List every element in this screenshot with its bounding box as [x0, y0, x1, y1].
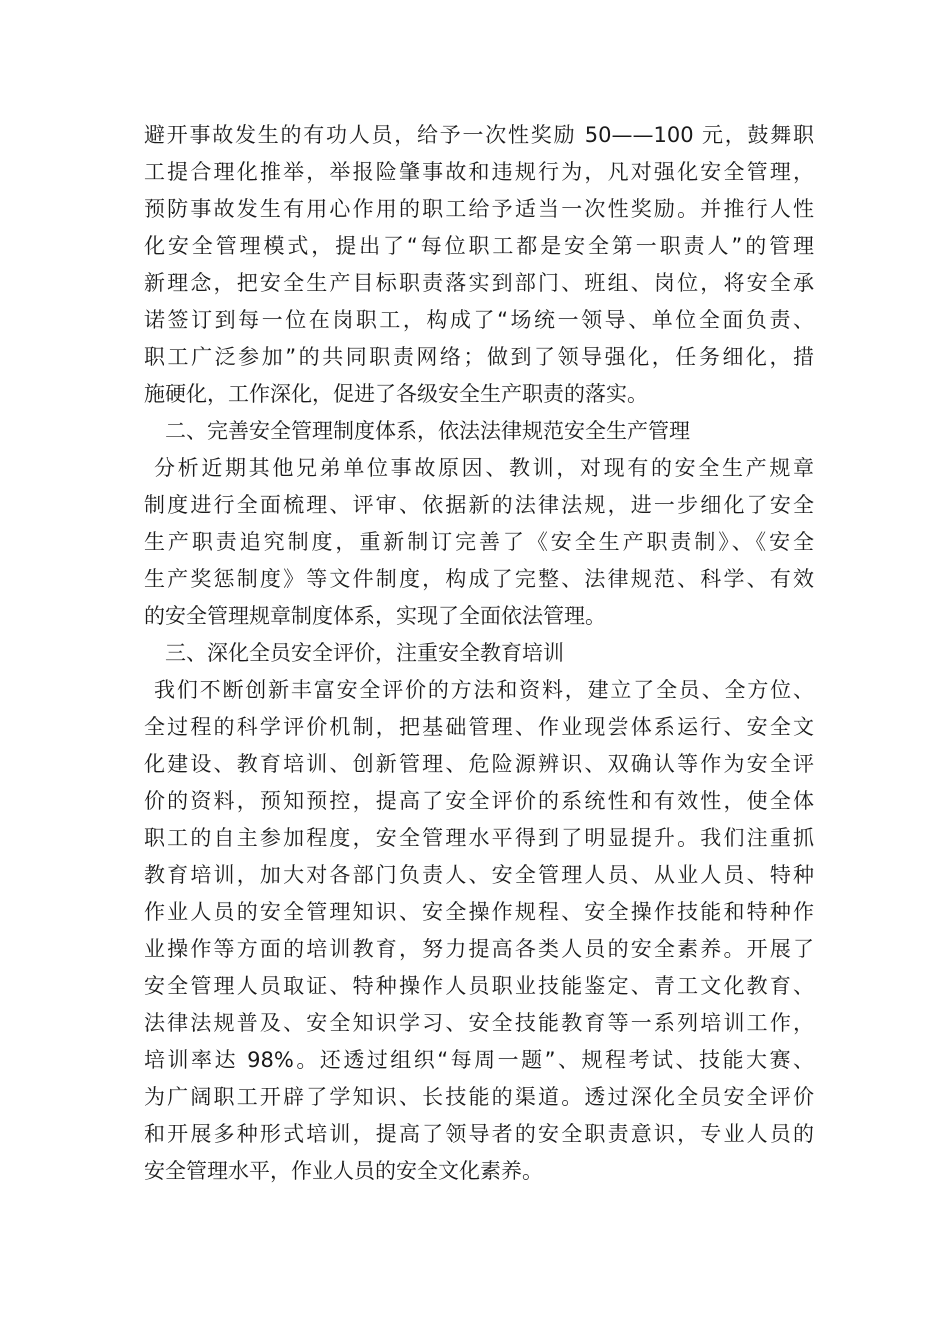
text-line: 分析近期其他兄弟单位事故原因、教训，对现有的安全生产规章	[154, 456, 814, 480]
section-heading: 三、深化全员安全评价，注重安全教育培训	[165, 641, 564, 665]
text-line: 职工的自主参加程度，安全管理水平得到了明显提升。我们注重抓	[144, 826, 814, 850]
text-line: 工提合理化推举，举报险肇事故和违规行为，凡对强化安全管理，	[144, 160, 814, 184]
text-line: 价的资料，预知预控，提高了安全评价的系统性和有效性，使全体	[144, 789, 814, 813]
text-line: 诺签订到每一位在岗职工，构成了“场统一领导、单位全面负责、	[144, 308, 814, 332]
text-line: 为广阔职工开辟了学知识、长技能的渠道。透过深化全员安全评价	[144, 1085, 814, 1109]
text-line: 法律法规普及、安全知识学习、安全技能教育等一系列培训工作，	[144, 1011, 814, 1035]
text-line: 化安全管理模式，提出了“每位职工都是安全第一职责人”的管理	[144, 234, 814, 258]
text-line: 培训率达 98%。还透过组织“每周一题”、规程考试、技能大赛、	[144, 1048, 814, 1072]
text-line: 职工广泛参加”的共同职责网络；做到了领导强化，任务细化，措	[144, 345, 814, 369]
text-line: 安全管理水平，作业人员的安全文化素养。	[144, 1159, 543, 1183]
document-body	[144, 117, 814, 1190]
text-line: 新理念，把安全生产目标职责落实到部门、班组、岗位，将安全承	[144, 271, 814, 295]
text-line: 生产奖惩制度》等文件制度，构成了完整、法律规范、科学、有效	[144, 567, 814, 591]
text-line: 安全管理人员取证、特种操作人员职业技能鉴定、青工文化教育、	[144, 974, 814, 998]
text-line: 生产职责追究制度，重新制订完善了《安全生产职责制》、《安全	[144, 530, 814, 554]
section-heading: 二、完善安全管理制度体系，依法法律规范安全生产管理	[165, 419, 690, 443]
text-line: 作业人员的安全管理知识、安全操作规程、安全操作技能和特种作	[144, 900, 814, 924]
text-line: 教育培训，加大对各部门负责人、安全管理人员、从业人员、特种	[144, 863, 814, 887]
text-line: 化建设、教育培训、创新管理、危险源辨识、双确认等作为安全评	[144, 752, 814, 776]
text-line: 全过程的科学评价机制，把基础管理、作业现尝体系运行、安全文	[144, 715, 814, 739]
text-line: 制度进行全面梳理、评审、依据新的法律法规，进一步细化了安全	[144, 493, 814, 517]
text-line: 施硬化，工作深化，促进了各级安全生产职责的落实。	[144, 382, 648, 406]
text-line: 预防事故发生有用心作用的职工给予适当一次性奖励。并推行人性	[144, 197, 814, 221]
text-line: 的安全管理规章制度体系，实现了全面依法管理。	[144, 604, 606, 628]
text-line: 避开事故发生的有功人员，给予一次性奖励 50——100 元，鼓舞职	[144, 123, 814, 147]
text-line: 我们不断创新丰富安全评价的方法和资料，建立了全员、全方位、	[154, 678, 814, 702]
text-line: 业操作等方面的培训教育，努力提高各类人员的安全素养。开展了	[144, 937, 814, 961]
text-line: 和开展多种形式培训，提高了领导者的安全职责意识，专业人员的	[144, 1122, 814, 1146]
